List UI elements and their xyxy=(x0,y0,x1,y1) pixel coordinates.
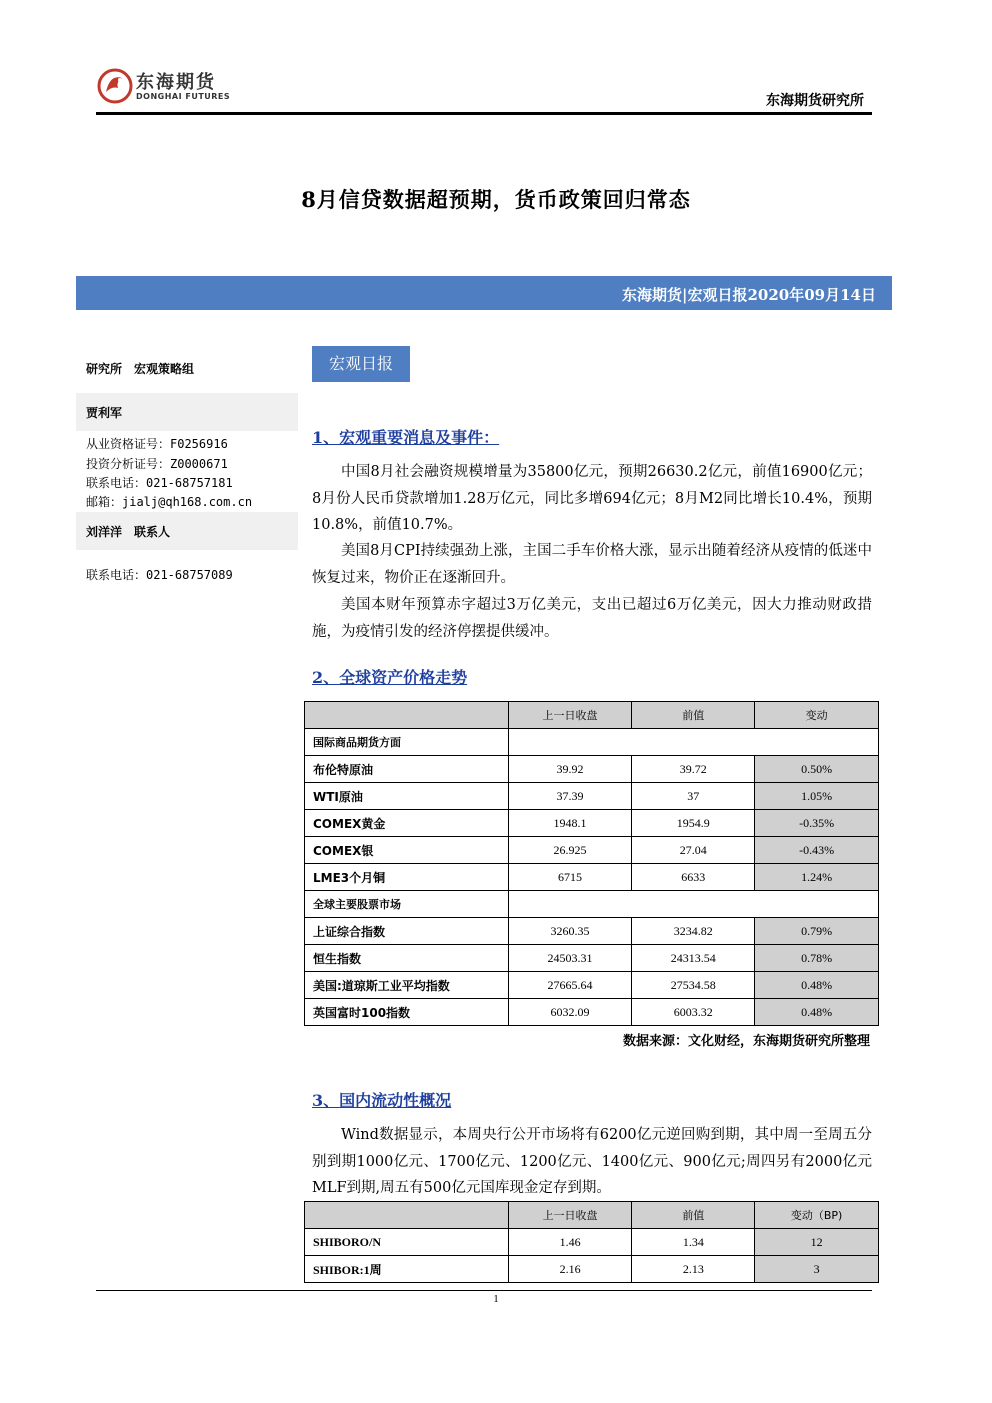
table-row xyxy=(305,972,879,999)
dragon-logo-icon xyxy=(96,66,134,106)
table-header: 上一日收盘 xyxy=(508,702,632,729)
table-header: 变动（BP) xyxy=(755,1202,879,1229)
prev-value: 6633 xyxy=(632,864,755,891)
section1-para: 美国8月CPI持续强劲上涨，主国二手车价格大涨，显示出随着经济从疫情的低迷中恢复过来，物价正在逐渐回升。 xyxy=(312,543,872,586)
group-label: 国际商品期货方面 xyxy=(305,729,509,756)
change-value: 0.48% xyxy=(755,972,879,999)
last-close: 1.46 xyxy=(508,1229,632,1256)
last-close: 6715 xyxy=(508,864,632,891)
change-value: 12 xyxy=(755,1229,879,1256)
rate-name: SHIBORO/N xyxy=(305,1229,509,1256)
last-close: 1948.1 xyxy=(508,810,632,837)
logo-text-cn: 东海期货 xyxy=(136,72,216,93)
table-row xyxy=(305,864,879,891)
section3-heading: 3、国内流动性概况 xyxy=(312,1091,452,1110)
table-header: 变动 xyxy=(755,702,879,729)
change-value: 1.05% xyxy=(755,783,879,810)
analyst1-line: 联系电话：021-68757181 xyxy=(86,476,233,490)
table-header: 前值 xyxy=(632,702,755,729)
document-title: 8月信贷数据超预期，货币政策回归常态 xyxy=(301,187,691,212)
prev-value: 1954.9 xyxy=(632,810,755,837)
change-value: 0.50% xyxy=(755,756,879,783)
section1-para: 中国8月社会融资规模增量为35800亿元，预期26630.2亿元，前值16900亿元；8月份人民币贷款增加1.28万亿元，同比多增694亿元；8月M2同比增长10.4%，预期10.8%，前值10.7%。 xyxy=(312,464,872,533)
table-header-blank xyxy=(305,1202,509,1229)
table-row xyxy=(305,1256,879,1283)
last-close: 26.925 xyxy=(508,837,632,864)
data-source-note: 数据来源：文化财经，东海期货研究所整理 xyxy=(622,1034,870,1049)
asset-name: WTI原油 xyxy=(305,783,509,810)
table-group-row xyxy=(305,891,879,918)
table-row xyxy=(305,783,879,810)
asset-name: 上证综合指数 xyxy=(305,918,509,945)
footer-rule xyxy=(96,1290,872,1291)
analyst1-line: 从业资格证号：F0256916 xyxy=(86,437,228,451)
asset-price-table xyxy=(304,701,879,1026)
header-rule xyxy=(96,112,872,115)
asset-name: LME3个月铜 xyxy=(305,864,509,891)
table-row xyxy=(305,918,879,945)
analyst2-name: 刘洋洋 联系人 xyxy=(86,525,171,539)
change-value: -0.35% xyxy=(755,810,879,837)
analyst1-email[interactable]: 邮箱：jialj@qh168.com.cn xyxy=(86,495,253,509)
table-group-row xyxy=(305,729,879,756)
logo-text-en: DONGHAI FUTURES xyxy=(136,92,231,101)
table-header-row xyxy=(305,1202,879,1229)
change-value: 0.79% xyxy=(755,918,879,945)
change-value: 3 xyxy=(755,1256,879,1283)
report-tag: 宏观日报 xyxy=(312,346,410,382)
last-close: 37.39 xyxy=(508,783,632,810)
prev-value: 6003.32 xyxy=(632,999,755,1026)
section3-para: Wind数据显示，本周央行公开市场将有6200亿元逆回购到期，其中周一至周五分别到期1000亿元、1700亿元、1200亿元、1400亿元、900亿元;周四另有2000亿元MLF到期,周五有500亿元国库现金定存到期。 xyxy=(312,1127,872,1196)
banner-text: 东海期货|宏观日报2020年09月14日 xyxy=(622,286,876,304)
prev-value: 24313.54 xyxy=(632,945,755,972)
group-blank xyxy=(508,729,878,756)
table-row xyxy=(305,999,879,1026)
change-value: 0.48% xyxy=(755,999,879,1026)
prev-value: 37 xyxy=(632,783,755,810)
page-number: 1 xyxy=(493,1293,499,1305)
table-header-blank xyxy=(305,702,509,729)
prev-value: 2.13 xyxy=(632,1256,755,1283)
analyst1-line: 投资分析证号：Z0000671 xyxy=(86,457,228,471)
asset-name: COMEX黄金 xyxy=(305,810,509,837)
institute-name: 东海期货研究所 xyxy=(766,93,864,109)
group-label: 全球主要股票市场 xyxy=(305,891,509,918)
last-close: 2.16 xyxy=(508,1256,632,1283)
table-header-row xyxy=(305,702,879,729)
section1-heading: 1、宏观重要消息及事件： xyxy=(312,428,500,447)
section1-para: 美国本财年预算赤字超过3万亿美元，支出已超过6万亿美元，因大力推动财政措施，为疫情引发的经济停摆提供缓冲。 xyxy=(312,597,872,640)
last-close: 27665.64 xyxy=(508,972,632,999)
table-header: 上一日收盘 xyxy=(508,1202,632,1229)
prev-value: 1.34 xyxy=(632,1229,755,1256)
liquidity-table xyxy=(304,1201,879,1283)
prev-value: 3234.82 xyxy=(632,918,755,945)
asset-name: 英国富时100指数 xyxy=(305,999,509,1026)
last-close: 39.92 xyxy=(508,756,632,783)
prev-value: 27534.58 xyxy=(632,972,755,999)
company-logo xyxy=(96,66,236,108)
table-header: 前值 xyxy=(632,1202,755,1229)
table-row xyxy=(305,945,879,972)
last-close: 6032.09 xyxy=(508,999,632,1026)
last-close: 3260.35 xyxy=(508,918,632,945)
asset-name: 恒生指数 xyxy=(305,945,509,972)
prev-value: 27.04 xyxy=(632,837,755,864)
analyst2-phone: 联系电话：021-68757089 xyxy=(86,568,233,582)
report-banner xyxy=(76,276,892,310)
asset-name: 布伦特原油 xyxy=(305,756,509,783)
table-row xyxy=(305,756,879,783)
asset-name: COMEX银 xyxy=(305,837,509,864)
change-value: -0.43% xyxy=(755,837,879,864)
last-close: 24503.31 xyxy=(508,945,632,972)
section2-heading: 2、全球资产价格走势 xyxy=(312,668,468,687)
rate-name: SHIBOR:1周 xyxy=(305,1256,509,1283)
sidebar-dept: 研究所 宏观策略组 xyxy=(86,362,195,376)
change-value: 1.24% xyxy=(755,864,879,891)
table-row xyxy=(305,810,879,837)
prev-value: 39.72 xyxy=(632,756,755,783)
analyst1-name: 贾利军 xyxy=(86,406,123,420)
asset-name: 美国:道琼斯工业平均指数 xyxy=(305,972,509,999)
group-blank xyxy=(508,891,878,918)
change-value: 0.78% xyxy=(755,945,879,972)
table-row xyxy=(305,837,879,864)
table-row xyxy=(305,1229,879,1256)
